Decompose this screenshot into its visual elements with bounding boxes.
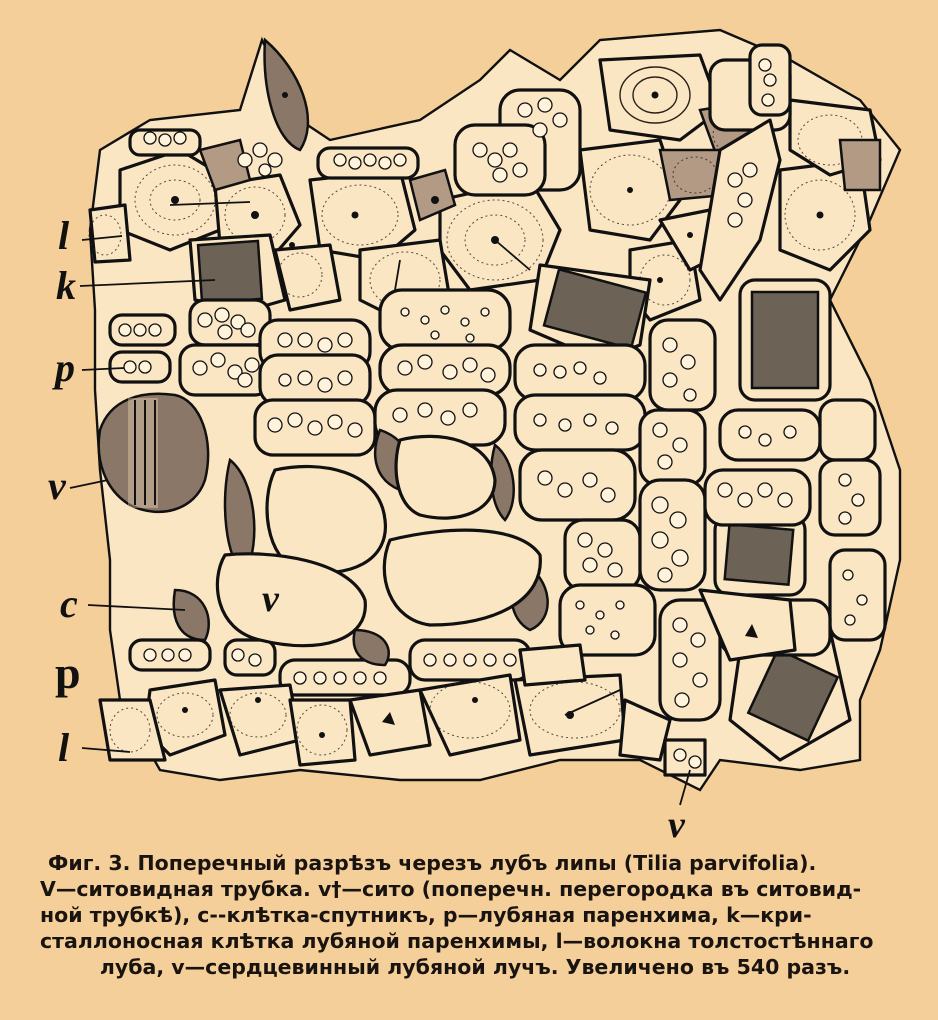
caption-line-4: сталлоносная клѣтка лубяной паренхимы, l—волокна толстостѣннаго [40, 929, 874, 953]
label-k-crystal-cell: k [56, 263, 76, 308]
label-l-fibres-bottom: l [58, 725, 70, 770]
figure-caption [40, 850, 910, 980]
label-v-medullary-ray: v [668, 804, 685, 846]
caption-line-3: ной трубкѣ), c--клѣтка-спутникъ, p—лубяная паренхима, k—кри- [40, 903, 812, 927]
caption-line-2: V—ситовидная трубка. v†—сито (поперечн. перегородка въ ситовид- [40, 877, 862, 901]
caption-line-5: луба, v—сердцевинный лубяной лучъ. Увеличено въ 540 разъ. [99, 955, 851, 979]
label-l-fibres-top: l [58, 213, 70, 258]
label-v-sieve-plate: v [48, 463, 66, 508]
sieve-plate [99, 394, 208, 512]
label-p-parenchyma-bottom: p [55, 647, 81, 698]
label-v-sieve-tube: v [262, 578, 279, 620]
label-c-companion: c [60, 581, 78, 626]
caption-line-1: Фиг. 3. Поперечный разрѣзъ черезъ лубъ липы (Tilia parvifolia). [48, 851, 817, 875]
label-p-parenchyma-top: p [55, 345, 75, 390]
